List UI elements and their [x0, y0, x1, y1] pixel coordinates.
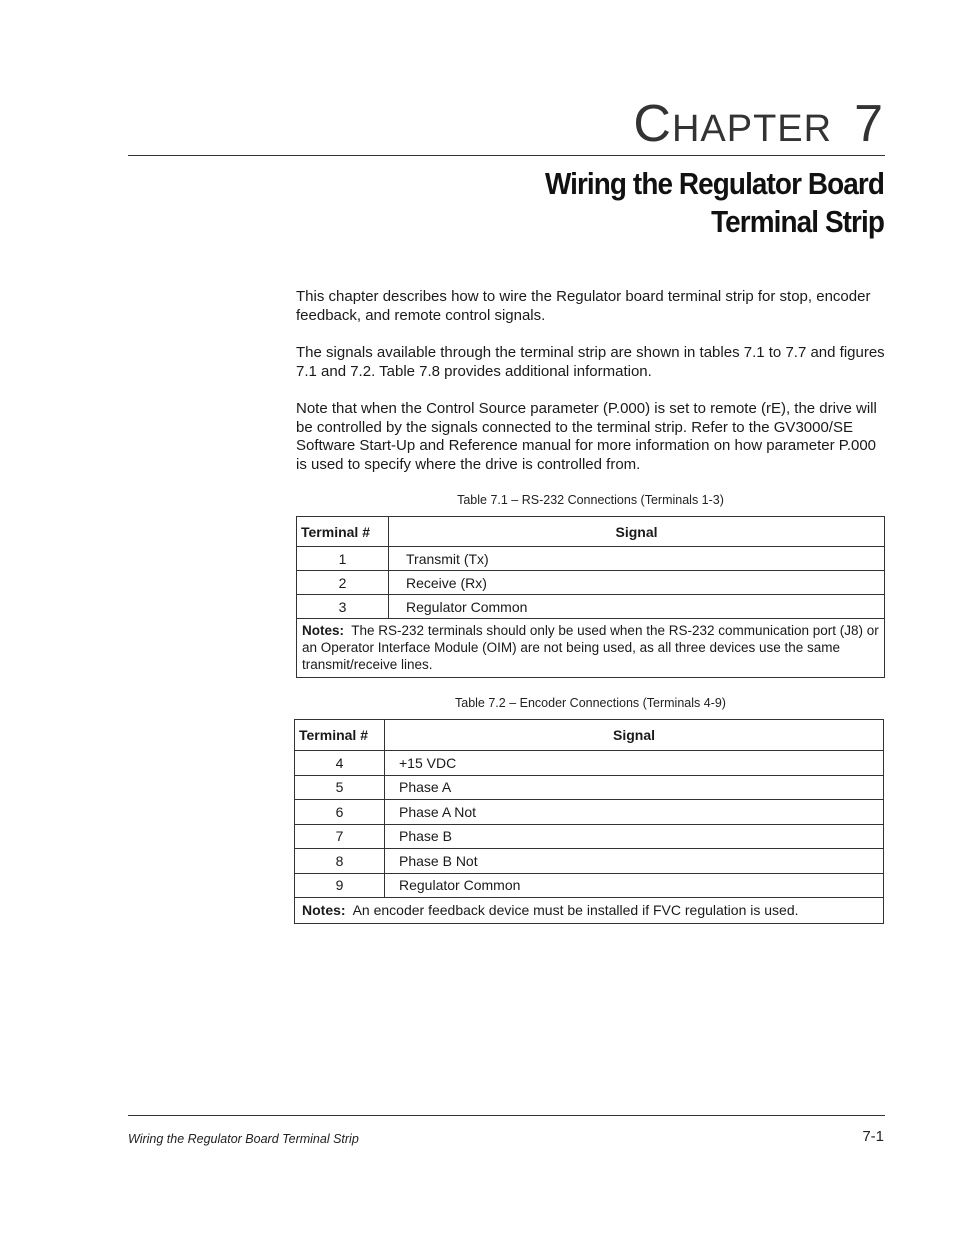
table-row: [295, 873, 884, 898]
signal-cell: Transmit (Tx): [389, 547, 885, 571]
chapter-heading: [633, 95, 884, 153]
header-terminal: Terminal #: [297, 517, 389, 547]
terminal-cell: 3: [297, 595, 389, 619]
signal-cell: Phase A Not: [385, 800, 884, 825]
table-row: [297, 595, 885, 619]
signal-cell: Regulator Common: [385, 873, 884, 898]
table-row: [295, 751, 884, 776]
signal-cell: Phase B: [385, 824, 884, 849]
table-notes-row: [297, 619, 885, 678]
bottom-rule: [128, 1115, 885, 1116]
terminal-cell: 4: [295, 751, 385, 776]
signal-cell: Phase A: [385, 775, 884, 800]
notes-label: Notes:: [302, 623, 345, 638]
table-notes: [295, 898, 884, 924]
chapter-title-line-1: Wiring the Regulator Board: [544, 166, 884, 201]
notes-text: An encoder feedback device must be installed if FVC regulation is used.: [352, 901, 799, 918]
notes-label: Notes:: [302, 901, 346, 918]
table-row: [297, 547, 885, 571]
terminal-cell: 5: [295, 775, 385, 800]
terminal-cell: 1: [297, 547, 389, 571]
signal-cell: Regulator Common: [389, 595, 885, 619]
table-row: [295, 800, 884, 825]
table-row: [295, 775, 884, 800]
terminal-cell: 7: [295, 824, 385, 849]
chapter-title-line-2: Terminal Strip: [711, 204, 884, 239]
encoder-table: [294, 719, 884, 924]
table-row: [295, 849, 884, 874]
header-signal: Signal: [385, 720, 884, 751]
table-row: [297, 571, 885, 595]
terminal-cell: 2: [297, 571, 389, 595]
table-row: [295, 824, 884, 849]
chapter-number: 7: [854, 95, 884, 153]
terminal-cell: 6: [295, 800, 385, 825]
header-terminal: Terminal #: [295, 720, 385, 751]
terminal-cell: 9: [295, 873, 385, 898]
signal-cell: Receive (Rx): [389, 571, 885, 595]
notes-text: The RS-232 terminals should only be used when the RS-232 communication port (J8) or an Operator Interface Module (OIM) are not being used, as all three devices use the same transmit/receive lines.: [302, 623, 879, 672]
rs232-table: [296, 516, 885, 678]
chapter-title: [380, 165, 884, 241]
terminal-cell: 8: [295, 849, 385, 874]
table-notes: [297, 619, 885, 678]
page-number: 7-1: [862, 1128, 884, 1145]
table-header-row: [297, 517, 885, 547]
footer-chapter-title: Wiring the Regulator Board Terminal Strip: [128, 1132, 359, 1146]
signal-cell: Phase B Not: [385, 849, 884, 874]
signal-cell: +15 VDC: [385, 751, 884, 776]
intro-paragraph: This chapter describes how to wire the Regulator board terminal strip for stop, encoder feedback, and remote control signals.: [296, 288, 871, 324]
table-header-row: [295, 720, 884, 751]
table-7-2-caption: Table 7.2 – Encoder Connections (Terminals 4-9): [455, 696, 726, 710]
table-notes-row: [295, 898, 884, 924]
table-7-1-caption: Table 7.1 – RS-232 Connections (Terminals 1-3): [457, 493, 724, 507]
top-rule: [128, 155, 885, 156]
signals-paragraph: The signals available through the terminal strip are shown in tables 7.1 to 7.7 and figures 7.1 and 7.2. Table 7.8 provides additional information.: [296, 344, 885, 380]
chapter-word-rest: HAPTER: [671, 108, 833, 150]
chapter-cap-letter: C: [633, 95, 672, 153]
header-signal: Signal: [389, 517, 885, 547]
control-source-paragraph: Note that when the Control Source parameter (P.000) is set to remote (rE), the drive will be controlled by the signals connected to the terminal strip. Refer to the GV3000/SE Software Start-Up and Reference manual for more information on how parameter P.000 is used to specify where the drive is controlled from.: [296, 400, 877, 473]
